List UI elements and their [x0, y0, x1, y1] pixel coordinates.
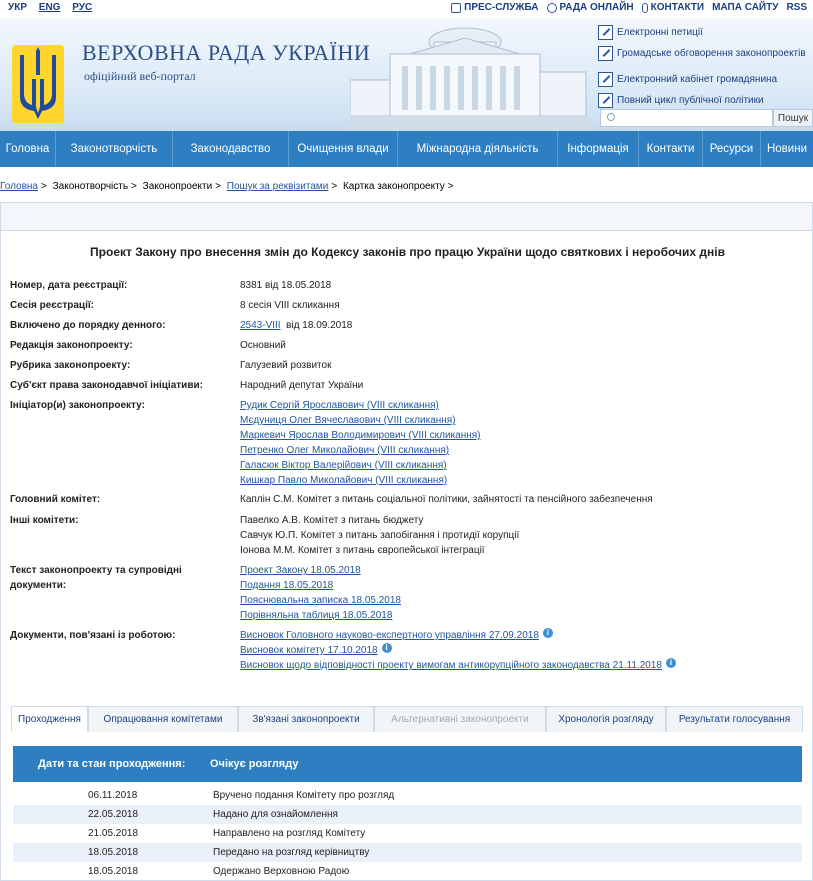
edit-icon [598, 46, 613, 61]
nav-news[interactable]: Новини [766, 143, 807, 155]
lang-rus[interactable]: РУС [72, 2, 93, 13]
info-icon[interactable]: i [666, 658, 676, 668]
initiator-link[interactable]: Кишкар Павло Миколайович (VIII скликання) [240, 475, 448, 486]
site-header [0, 18, 813, 131]
top-links [451, 2, 807, 13]
search-input[interactable] [600, 109, 773, 127]
breadcrumb-bills[interactable]: Законопроекти [142, 181, 213, 192]
table-row: 18.05.2018 Одержано Верховною Радою [88, 866, 350, 877]
edit-icon [598, 25, 613, 40]
initiator-link[interactable]: Рудик Сергій Ярославович (VIII скликання) [240, 400, 439, 411]
search-bar [600, 109, 813, 127]
agenda-link[interactable]: 2543-VIII [240, 320, 281, 331]
nav-legislation[interactable]: Законодавство [173, 131, 289, 167]
tab-chronology[interactable]: Хронологія розгляду [546, 706, 666, 732]
nav-international[interactable]: Міжнародна діяльність [398, 131, 558, 167]
breadcrumb-search[interactable]: Пошук за реквізитами [226, 181, 329, 192]
nav-contacts[interactable]: Контакти [639, 131, 703, 167]
tab-passage[interactable]: Проходження [11, 706, 88, 732]
passage-header-label: Дати та стан проходження: [38, 758, 186, 770]
language-switcher [8, 2, 101, 13]
e-petitions-link[interactable]: Електронні петиції [598, 22, 813, 43]
table-row: 22.05.2018 Надано для ознайомлення [13, 805, 802, 824]
bill-title: Проект Закону про внесення змін до Кодексу законів про працю України щодо святкових і неробочих днів [90, 245, 725, 259]
table-row: 21.05.2018 Направлено на розгляд Комітету [88, 828, 366, 839]
site-title[interactable]: ВЕРХОВНА РАДА УКРАЇНИ [82, 40, 371, 65]
phone-icon [642, 3, 648, 13]
nav-home[interactable]: Головна [0, 131, 56, 167]
document-link[interactable]: Пояснювальна записка 18.05.2018 [240, 595, 401, 606]
site-subtitle: офіційний веб-портал [84, 69, 196, 83]
search-icon [607, 113, 615, 121]
rss-link[interactable]: RSS [786, 2, 807, 13]
quick-links [598, 22, 813, 111]
breadcrumb: Головна > Законотворчість > Законопроекти > Пошук за реквізитами > Картка законопроекту > [0, 181, 454, 192]
coat-of-arms-logo[interactable] [12, 45, 64, 123]
document-link[interactable]: Проект Закону 18.05.2018 [240, 565, 361, 576]
related-document-link[interactable]: Висновок Головного науково-експертного управління 27.09.2018 [240, 630, 539, 641]
info-icon[interactable]: i [382, 643, 392, 653]
tab-linked-bills[interactable]: Зв'язані законопроекти [238, 706, 374, 732]
breadcrumb-lawmaking[interactable]: Законотворчість [52, 181, 129, 192]
nav-lustration[interactable]: Очищення влади [289, 131, 398, 167]
initiator-link[interactable]: Мєдуниця Олег Вячеславович (VIII скликання) [240, 415, 456, 426]
table-row: 18.05.2018 Передано на розгляд керівництву [13, 843, 802, 862]
bill-tabs [11, 706, 803, 732]
parliament-building-image [350, 20, 590, 131]
policy-cycle-link[interactable]: Повний цикл публічної політики [598, 90, 813, 111]
tab-alternative-bills: Альтернативні законопроекти [374, 706, 546, 732]
initiator-link[interactable]: Петренко Олег Миколайович (VIII скликання) [240, 445, 450, 456]
document-link[interactable]: Подання 18.05.2018 [240, 580, 334, 591]
initiator-link[interactable]: Галасюк Віктор Валерійович (VIII скликання) [240, 460, 447, 471]
bill-card: Проект Закону про внесення змін до Кодексу законів про працю України щодо святкових і неробочих днів Номер, дата реєстрації: 8381 від 18.05.2018 Сесія реєстрації: 8 сесія VIII скликання Включено до порядку денного: 2543-VIII від 18.09.2018 Редакція законопроекту: Основний Рубрика законопроекту: Галузевий розвиток Суб'єкт права законодавчої ініціативи: Народний депутат України Ініціатор(и) законопроекту: Рудик Сергій Ярославович (VIII скликання) Мєдуниця Олег Вячеславович (VIII скликання) Маркевич Ярослав Володимирович (VIII скликання) Петренко Олег Миколайович (VIII скликання) Галасюк Віктор Валерійович (VIII скликання) Кишкар Павло Миколайович (VIII скликання) Головний комітет: Каплін С.М. Комітет з питань соціальної політики, зайнятості та пенсійного забезпечення Інші комітети: Павелко А.В. Комітет з питань бюджету Савчук Ю.П. Комітет з питань запобігання і протидії корупції Іонова М.М. Комітет з питань європейської інтеграції Текст законопроекту та супровідні документи: Проект Закону 18.05.2018 Подання 18.05.2018 Пояснювальна записка 18.05.2018 Порівняльна таблиця 18.05.2018 Документи, пов'язані із роботою: Висновок Головного науково-експертного управління 27.09.2018 i Висновок комітету 17.10.2018 i Висновок щодо відповідності проекту вимогам антикорупційного законодавства 21.11.2018 i [0, 202, 813, 881]
passage-table [13, 746, 802, 881]
press-icon [451, 3, 461, 13]
main-nav [0, 131, 813, 167]
nav-information[interactable]: Інформація [558, 131, 639, 167]
public-discussion-link[interactable]: Громадське обговорення законопроектів [598, 43, 813, 64]
breadcrumb-card: Картка законопроекту [342, 181, 445, 192]
nav-resources[interactable]: Ресурси [703, 131, 761, 167]
initiator-link[interactable]: Маркевич Ярослав Володимирович (VIII скликання) [240, 430, 481, 441]
document-link[interactable]: Порівняльна таблиця 18.05.2018 [240, 610, 393, 621]
passage-header-status: Очікує розгляду [210, 758, 299, 770]
nav-lawmaking[interactable]: Законотворчість [56, 131, 173, 167]
lang-eng[interactable]: ENG [38, 2, 61, 13]
table-row: 06.11.2018 Вручено подання Комітету про розгляд [88, 790, 395, 801]
sitemap-link[interactable]: МАПА САЙТУ [712, 2, 779, 13]
edit-icon [598, 93, 613, 108]
contacts-link[interactable]: КОНТАКТИ [642, 2, 704, 13]
related-document-link[interactable]: Висновок щодо відповідності проекту вимогам антикорупційного законодавства 21.11.2018 [240, 660, 662, 671]
press-service-link[interactable]: ПРЕС-СЛУЖБА [451, 2, 538, 13]
citizen-cabinet-link[interactable]: Електронний кабінет громадянина [598, 69, 813, 90]
info-icon[interactable]: i [543, 628, 553, 638]
passage-table-header [13, 746, 802, 782]
related-document-link[interactable]: Висновок комітету 17.10.2018 [240, 645, 378, 656]
edit-icon [598, 72, 613, 87]
broadcast-icon [547, 3, 557, 13]
card-header-band [1, 203, 812, 231]
top-strip [0, 0, 813, 18]
tab-voting-results[interactable]: Результати голосування [666, 706, 803, 732]
breadcrumb-home[interactable]: Головна [0, 181, 38, 192]
search-button[interactable]: Пошук [773, 109, 813, 127]
rada-online-link[interactable]: РАДА ОНЛАЙН [547, 2, 634, 13]
lang-ukr[interactable]: УКР [8, 2, 27, 13]
tab-committees[interactable]: Опрацювання комітетами [88, 706, 238, 732]
trident-icon [12, 45, 64, 123]
